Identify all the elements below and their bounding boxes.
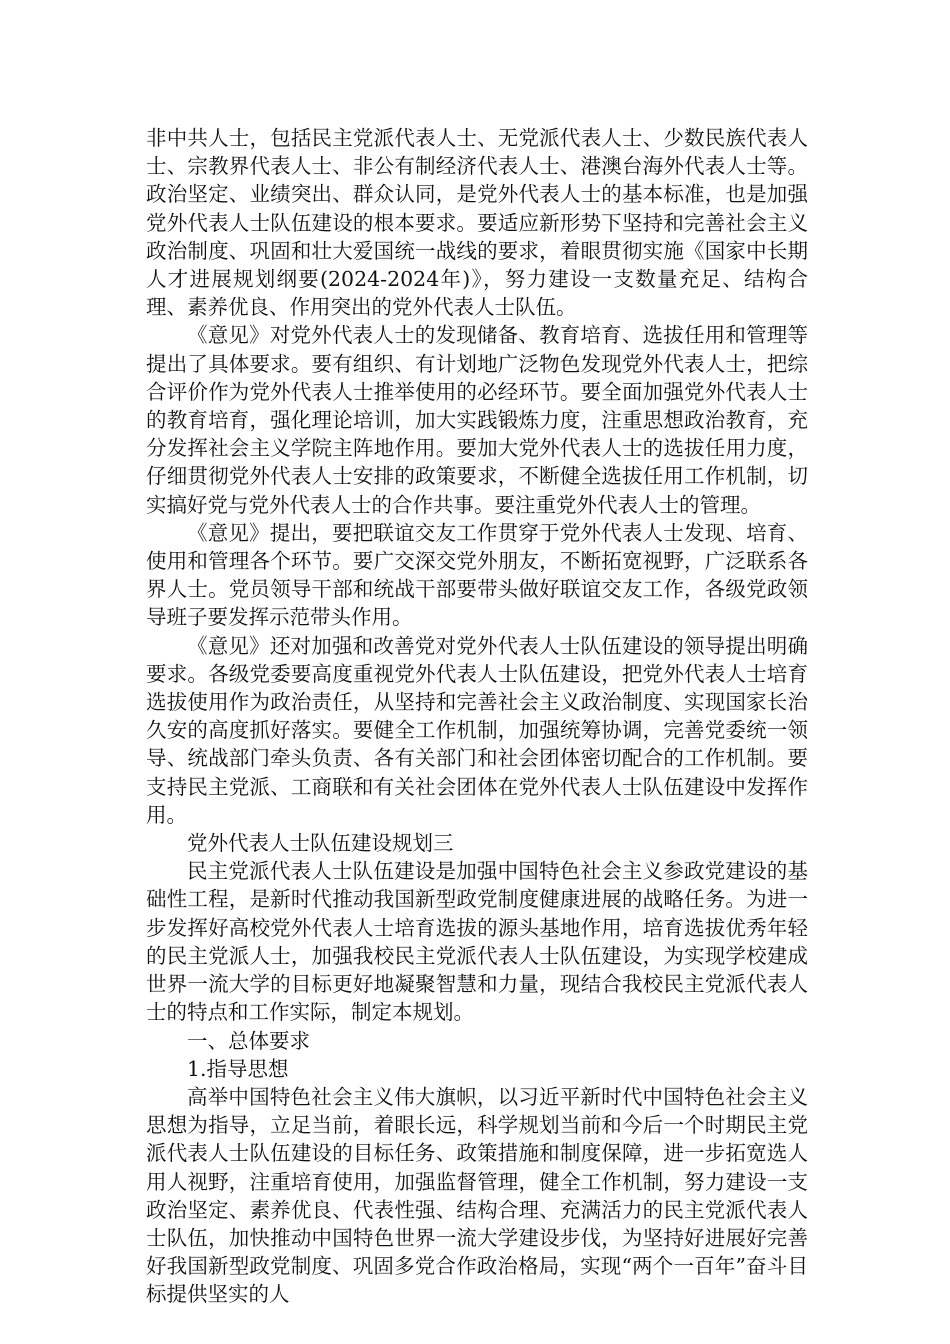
paragraph-continuation: 非中共人士，包括民主党派代表人士、无党派代表人士、少数民族代表人士、宗教界代表人士、非公有制经济代表人士、港澳台海外代表人士等。政治坚定、业绩突出、群众认同，是党外代表人士的基本标准，也是加强党外代表人士队伍建设的根本要求。要适应新形势下坚持和完善社会主义政治制度、巩固和壮大爱国统一战线的要求，着眼贯彻实施《国家中长期人才进展规划纲要(2024-2024年)》，努力建设一支数量充足、结构合理、素养优良、作用突出的党外代表人士队伍。: [146, 126, 808, 320]
heading-general-requirements: 一、总体要求: [187, 1028, 310, 1053]
paragraph-guiding-ideology: 高举中国特色社会主义伟大旗帜，以习近平新时代中国特色社会主义思想为指导，立足当前，着眼长远，科学规划当前和今后一个时期民主党派代表人士队伍建设的目标任务、政策措施和制度保障，进一步拓宽选人用人视野，注重培育使用，加强监督管理，健全工作机制，努力建设一支政治坚定、素养优良、代表性强、结构合理、充满活力的民主党派代表人士队伍，加快推动中国特色世界一流大学建设步伐，为坚持好进展好完善好我国新型政党制度、巩固多党合作政治格局，实现“两个一百年”奋斗目标提供坚实的人: [146, 1084, 808, 1307]
paragraph-opinion-friendship: 《意见》提出，要把联谊交友工作贯穿于党外代表人士发现、培育、使用和管理各个环节。要广交深交党外朋友，不断拓宽视野，广泛联系各界人士。党员领导干部和统战干部要带头做好联谊交友工作，各级党政领导班子要发挥示范带头作用。: [146, 520, 808, 630]
document-page: [146, 124, 808, 1309]
heading-guiding-ideology: 1.指导思想: [187, 1056, 289, 1081]
paragraph-opinion-requirements: 《意见》对党外代表人士的发现储备、教育培育、选拔任用和管理等提出了具体要求。要有组织、有计划地广泛物色发现党外代表人士，把综合评价作为党外代表人士推举使用的必经环节。要全面加强党外代表人士的教育培育，强化理论培训，加大实践锻炼力度，注重思想政治教育，充分发挥社会主义学院主阵地作用。要加大党外代表人士的选拔任用力度，仔细贯彻党外代表人士安排的政策要求，不断健全选拔任用工作机制，切实搞好党与党外代表人士的合作共事。要注重党外代表人士的管理。: [146, 323, 808, 517]
section-title-plan-three: 党外代表人士队伍建设规划三: [187, 831, 454, 856]
paragraph-opinion-leadership: 《意见》还对加强和改善党对党外代表人士队伍建设的领导提出明确要求。各级党委要高度重视党外代表人士队伍建设，把党外代表人士培育选拔使用作为政治责任，从坚持和完善社会主义政治制度、实现国家长治久安的高度抓好落实。要健全工作机制，加强统筹协调，完善党委统一领导、统战部门牵头负责、各有关部门和社会团体密切配合的工作机制。要支持民主党派、工商联和有关社会团体在党外代表人士队伍建设中发挥作用。: [146, 633, 808, 827]
paragraph-plan-intro: 民主党派代表人士队伍建设是加强中国特色社会主义参政党建设的基础性工程，是新时代推动我国新型政党制度健康进展的战略任务。为进一步发挥好高校党外代表人士培育选拔的源头基地作用，培育选拔优秀年轻的民主党派人士，加强我校民主党派代表人士队伍建设，为实现学校建成世界一流大学的目标更好地凝聚智慧和力量，现结合我校民主党派代表人士的特点和工作实际，制定本规划。: [146, 859, 808, 1025]
